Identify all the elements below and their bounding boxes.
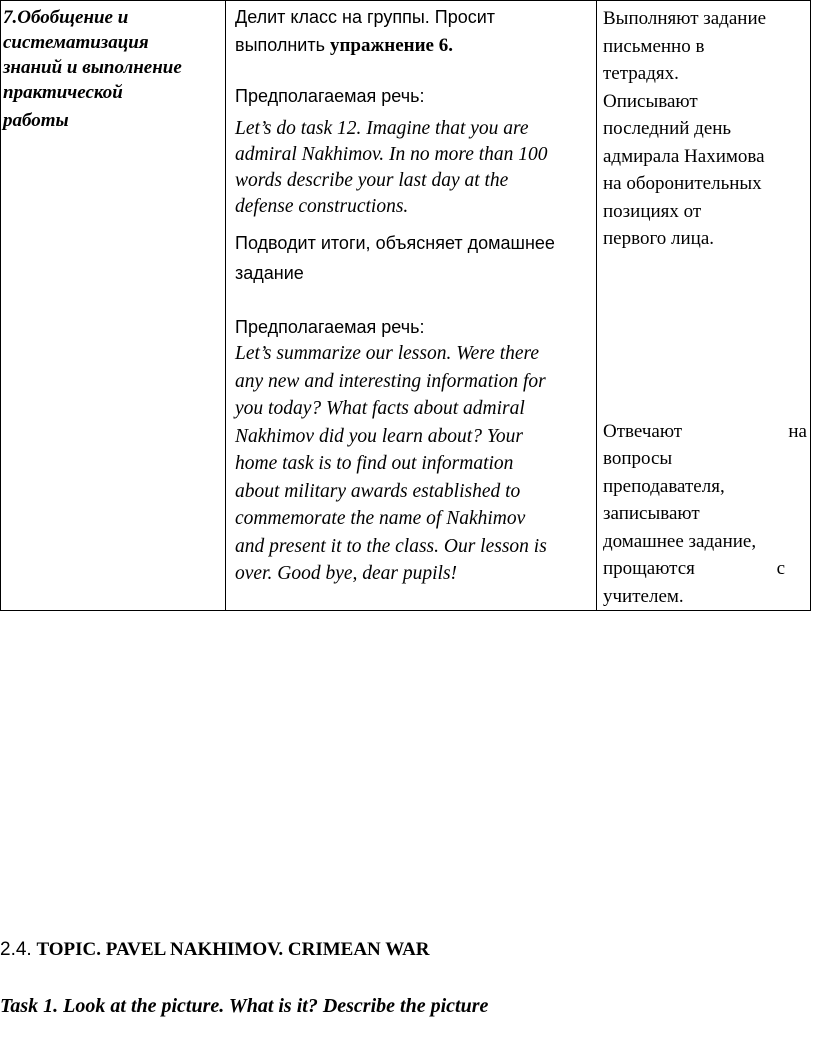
students-activity-cell [597,1,811,611]
students-line: вопросы [603,448,673,469]
students-line: позициях от [603,200,702,222]
students-line [603,555,807,583]
task-instruction: Task 1. Look at the picture. What is it? Describe the picture [0,995,489,1017]
stage-line: знаний и выполнение [3,57,182,78]
speech-line: you today? What facts about admiral [235,398,525,419]
stage-title [1,1,225,137]
students-line: последний день [603,118,732,139]
speech-line: any new and interesting information for [235,370,546,392]
speech-line: admiral Nakhimov. In no more than 100 [235,144,548,165]
summary-line: Подводит итоги, объясняет домашнее [235,233,555,253]
speech-line: home task is to find out information [235,453,514,474]
students-word: с [776,558,785,579]
summary-line: задание [235,263,304,283]
students-line: записывают [603,503,700,524]
speech-line: and present it to the class. Our lesson is [235,535,547,557]
students-line: письменно в [603,35,705,57]
stage-line: 7.Обобщение и [3,7,129,28]
students-line: Описывают [603,90,698,112]
teacher-activity-cell [226,1,597,611]
students-line: на оборонительных [603,173,762,194]
speech-line: Let’s do task 12. Imagine that you are [235,118,529,139]
stage-line: практической [3,82,123,103]
students-word: прощаются [603,558,695,579]
students-line: тетрадях. [603,63,679,84]
speech-label: Предполагаемая речь: [235,86,425,106]
speech-line: over. Good bye, dear pupils! [235,563,458,584]
students-line: Выполняют задание [603,8,767,29]
task-speech [235,116,589,220]
speech-line: Nakhimov did you learn about? Your [235,425,523,447]
students-line: первого лица. [603,228,715,249]
exercise-reference: упражнение 6. [329,35,453,56]
students-line [603,418,807,446]
students-word: на [788,420,807,442]
teacher-intro-line [235,31,589,60]
speech-line: words describe your last day at the [235,170,509,191]
section-title: TOPIC. PAVEL NAKHIMOV. CRIMEAN WAR [36,939,430,960]
speech-line: defense constructions. [235,196,409,217]
students-line: учителем. [603,585,684,607]
closing-speech [235,340,589,588]
teacher-intro-prefix: выполнить [235,35,330,55]
stage-line: работы [3,110,69,131]
speech-line: commemorate the name of Nakhimov [235,508,526,529]
students-line: домашнее задание, [603,530,757,552]
teacher-intro [235,3,589,60]
students-block-task [603,5,807,253]
stage-cell [1,1,226,611]
speech-label: Предполагаемая речь: [235,317,425,337]
teacher-summary [235,228,589,288]
table-row [1,1,811,611]
students-block-summary [603,418,807,611]
students-line: адмирала Нахимова [603,145,765,167]
students-word: Отвечают [603,420,683,442]
speech-line: about military awards established to [235,480,521,502]
students-line: преподавателя, [603,475,725,497]
teacher-intro-line: Делит класс на группы. Просит [235,7,496,27]
section-heading [0,937,430,963]
speech-line: Let’s summarize our lesson. Were there [235,343,540,364]
stage-line: систематизация [3,32,149,53]
section-number: 2.4. [0,939,32,960]
